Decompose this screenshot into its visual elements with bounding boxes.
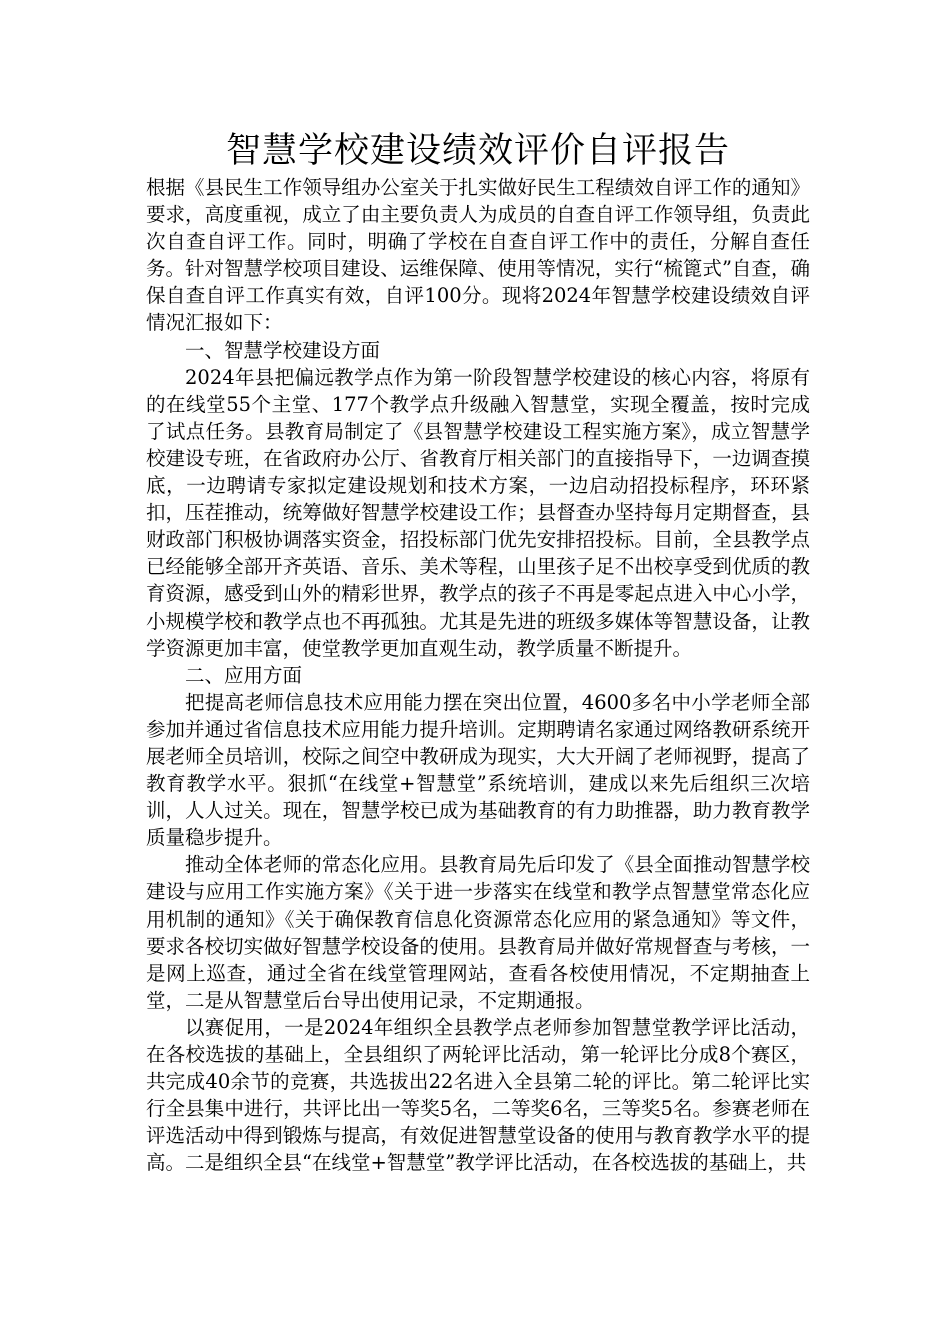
intro-paragraph: 根据《县民生工作领导组办公室关于扎实做好民生工程绩效自评工作的通知》要求，高度重视，成立了由主要负责人为成员的自查自评工作领导组，负责此次自查自评工作。同时，明确了学校在自查自评工作中的责任，分解自查任务。针对智慧学校项目建设、运维保障、使用等情况，实行“梳篦式”自查，确保自查自评工作真实有效，自评100分。现将2024年智慧学校建设绩效自评情况汇报如下： xyxy=(146,176,810,335)
application-paragraph-competition: 以赛促用，一是2024年组织全县教学点老师参加智慧堂教学评比活动，在各校选拔的基础上，全县组织了两轮评比活动，第一轮评比分成8个赛区，共完成40余节的竞赛，共选拔出22名进入全县第二轮的评比。第二轮评比实行全县集中进行，共评比出一等奖5名，二等奖6名，三等奖5名。参赛老师在评选活动中得到锻炼与提高，有效促进智慧堂设备的使用与教育教学水平的提高。二是组织全县“在线堂+智慧堂”教学评比活动，在各校选拔的基础上，共 xyxy=(146,1015,810,1175)
document-title: 智慧学校建设绩效评价自评报告 xyxy=(225,131,730,171)
section-heading-application: 二、应用方面 xyxy=(185,663,303,687)
application-paragraph-training: 把提高老师信息技术应用能力摆在突出位置，4600多名中小学老师全部参加并通过省信息技术应用能力提升培训。定期聘请名家通过网络教研系统开展老师全员培训，校际之间空中教研成为现实，大大开阔了老师视野，提高了教育教学水平。狠抓“在线堂+智慧堂”系统培训，建成以来先后组织三次培训，人人过关。现在，智慧学校已成为基础教育的有力助推器，助力教育教学质量稳步提升。 xyxy=(146,690,810,850)
application-paragraph-normalized-use: 推动全体老师的常态化应用。县教育局先后印发了《县全面推动智慧学校建设与应用工作实施方案》《关于进一步落实在线堂和教学点智慧堂常态化应用机制的通知》《关于确保教育信息化资源常态化应用的紧急通知》等文件，要求各校切实做好智慧学校设备的使用。县教育局并做好常规督查与考核，一是网上巡查，通过全省在线堂管理网站，查看各校使用情况，不定期抽查上堂，二是从智慧堂后台导出使用记录，不定期通报。 xyxy=(146,853,810,1012)
section-heading-construction: 一、智慧学校建设方面 xyxy=(185,338,381,362)
document-page xyxy=(146,128,810,1176)
construction-paragraph: 2024年县把偏远教学点作为第一阶段智慧学校建设的核心内容，将原有的在线堂55个主堂、177个教学点升级融入智慧堂，实现全覆盖，按时完成了试点任务。县教育局制定了《县智慧学校建设工程实施方案》，成立智慧学校建设专班，在省政府办公厅、省教育厅相关部门的直接指导下，一边调查摸底，一边聘请专家拟定建设规划和技术方案，一边启动招投标程序，环环紧扣，压茬推动，统筹做好智慧学校建设工作；县督查办坚持每月定期督查，县财政部门积极协调落实资金，招投标部门优先安排招投标。目前，全县教学点已经能够全部开齐英语、音乐、美术等程，山里孩子足不出校享受到优质的教育资源，感受到山外的精彩世界，教学点的孩子不再是零起点进入中心小学，小规模学校和教学点也不再孤独。尤其是先进的班级多媒体等智慧设备，让教学资源更加丰富，使堂教学更加直观生动，教学质量不断提升。 xyxy=(146,365,810,660)
